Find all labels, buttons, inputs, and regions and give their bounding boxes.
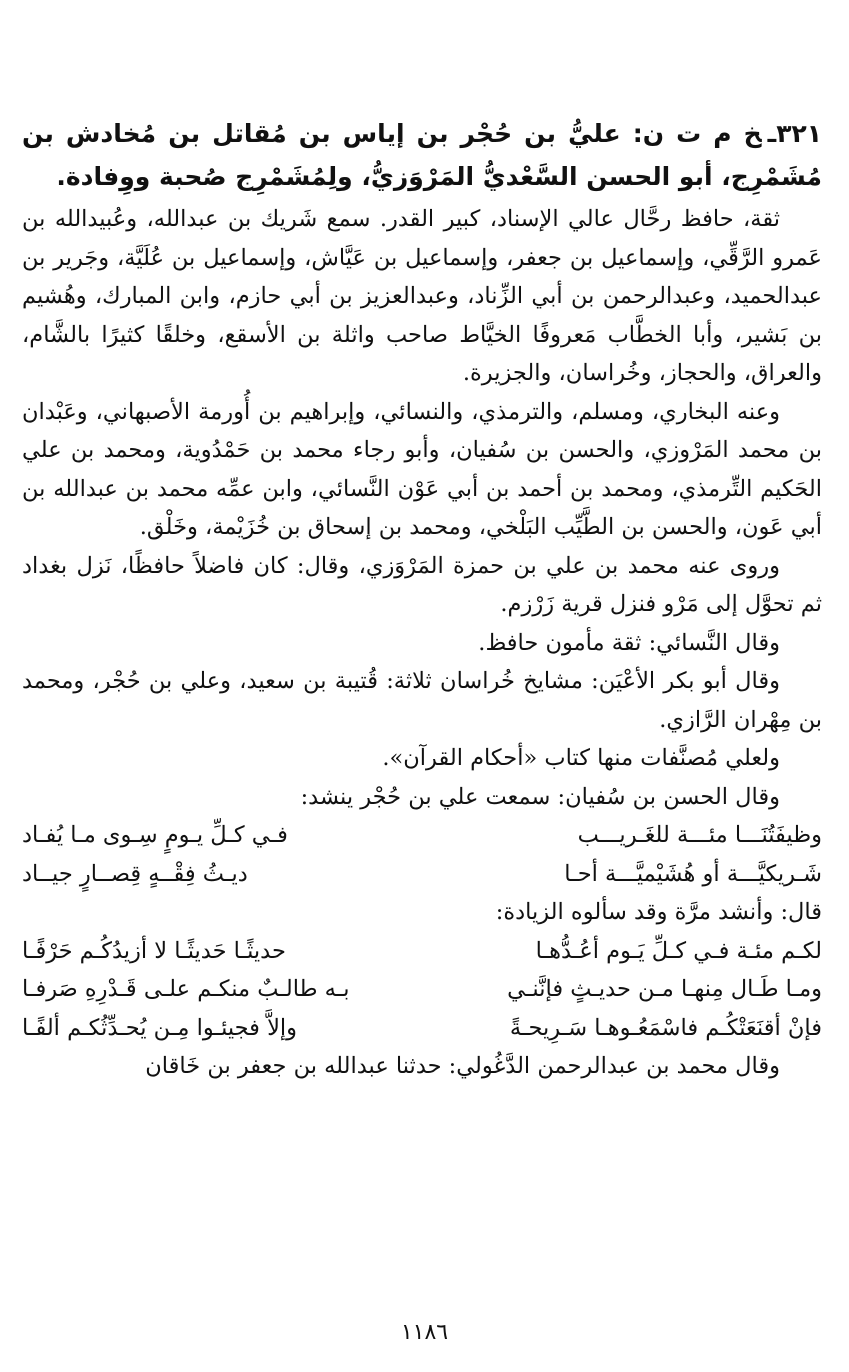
verse-first-hemistich: وظيفَتُنَـــا مئـــة للغَـريـــب: [577, 822, 822, 848]
verse-first-hemistich: فإنْ أقنَعَتْكُـم فاسْمَعُـوهـا سَـرِيحـةً: [509, 1014, 822, 1041]
verse-first-hemistich: ومـا طَـال مِنهـا مـن حديـثٍ فإنَّنـي: [507, 976, 822, 1002]
entry-number: ٣٢١ـ: [767, 119, 822, 148]
paragraph-ayan: وقال أبو بكر الأعْيَن: مشايخ خُراسان ثلاثة: قُتيبة بن سعيد، وعلي بن حُجْر، ومحمد بن مِهْران الرَّازي.: [22, 668, 822, 733]
paragraph-nasai: وقال النَّسائي: ثقة مأمون حافظ.: [478, 629, 780, 656]
entry-title: خ م ت ن: عليُّ بن حُجْر بن إياس بن مُقاتل بن مُخادش بن مُشَمْرِج، أبو الحسن السَّعْديُّ المَرْوَزيُّ، ولِمُشَمْرِج صُحبة ووِفادة.: [22, 119, 822, 191]
poem-verse: [22, 855, 822, 894]
verse-second-hemistich: وإلاَّ فجيئـوا مِـن يُحـدِّثُكـم ألفًـا: [22, 1014, 298, 1041]
page-body: [22, 112, 822, 1086]
poem-verse: [22, 970, 822, 1009]
paragraph-biography: ثقة، حافظ رحَّال عالي الإسناد، كبير القدر. سمع شَريك بن عبدالله، وعُبيدالله بن عَمرو الرَّقِّي، وإسماعيل بن جعفر، وإسماعيل بن عَيَّاش، وإسماعيل بن عُلَيَّة، وجَرير بن عبدالحميد، وعبدالرحمن بن أبي الزِّناد، وعبدالعزيز بن أبي حازم، وابن المبارك، وهُشيم بن بَشير، وأبا الخطَّاب مَعروفًا الخيَّاط صاحب واثلة بن الأسقع، وخلقًا كثيرًا بالشَّام، والعراق، والحجاز، وخُراسان، والجزيرة.: [22, 206, 822, 386]
verse-second-hemistich: فـي كـلِّ يـومٍ سِـوى مـا يُفـاد: [22, 822, 288, 848]
verse-second-hemistich: بـه طالـبٌ منكـم علـى قَـدْرِهِ صَرفـا: [22, 976, 350, 1002]
verse-first-hemistich: شَـريكيَّـــة أو هُشَيْميَّـــة أحـا: [564, 860, 822, 887]
paragraph-second-poem-intro: قال: وأنشد مرَّة وقد سألوه الزيادة:: [495, 899, 822, 925]
page-number: ١١٨٦: [400, 1320, 449, 1345]
paragraph-narration: وروى عنه محمد بن علي بن حمزة المَرْوَزي، وقال: كان فاضلاً حافظًا، نَزل بغداد ثم تحوَّل إلى مَرْو فنزل قرية زَرْزم.: [22, 552, 822, 617]
poem-verse: [22, 932, 822, 971]
paragraph-students: وعنه البخاري، ومسلم، والترمذي، والنسائي، وإبراهيم بن أُورمة الأصبهاني، وعَبْدان بن محمد المَرْوزي، والحسن بن سُفيان، وأبو رجاء محمد بن حَمْدُوية، ومحمد بن علي الحَكيم التِّرمذي، ومحمد بن أحمد بن أبي عَوْن النَّسائي، وابن عمِّه محمد بن عبدالله بن أبي عَون، والحسن بن الطَّيِّب البَلْخي، ومحمد بن إسحاق بن خُزَيْمة، وخَلْق.: [22, 398, 822, 540]
paragraph-works: ولعلي مُصنَّفات منها كتاب «أحكام القرآن».: [382, 745, 780, 771]
paragraph-dagholi: وقال محمد بن عبدالرحمن الدَّغُولي: حدثنا عبدالله بن جعفر بن خَاقان: [145, 1053, 780, 1079]
paragraph-poem-intro: وقال الحسن بن سُفيان: سمعت علي بن حُجْر ينشد:: [300, 783, 780, 810]
verse-second-hemistich: ديـثُ فِقْــهٍ قِصــارٍ جيــاد: [22, 860, 248, 887]
entry-heading: [22, 112, 822, 198]
verse-first-hemistich: لكـم مئـة فـي كـلِّ يَـوم أعُـدُّهـا: [535, 937, 822, 964]
poem-verse: [22, 1009, 822, 1048]
poem-verse: [22, 816, 822, 855]
verse-second-hemistich: حديثًـا حَديثًـا لا أزيدُكُـم حَرْفًـا: [22, 937, 286, 964]
